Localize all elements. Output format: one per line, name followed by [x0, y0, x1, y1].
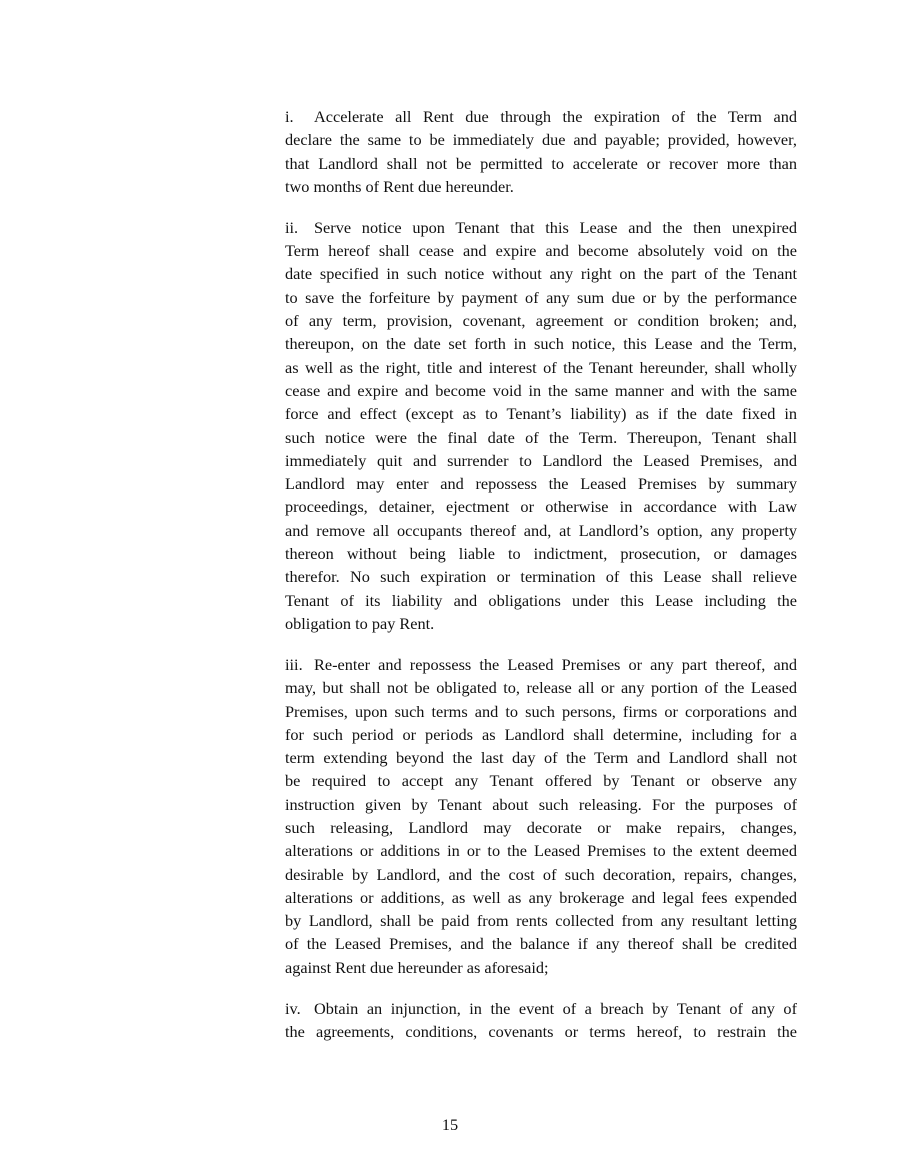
- line-text: to save the forfeiture by payment of any sum due or by the performance: [285, 287, 797, 307]
- line-text: the agreements, conditions, covenants or terms hereof, to restrain the: [285, 1022, 797, 1042]
- text-line: [285, 932, 797, 955]
- text-line: [285, 769, 797, 792]
- text-line: [285, 793, 797, 816]
- text-line: [285, 723, 797, 746]
- line-text: Obtain an injunction, in the event of a breach by Tenant of any of: [314, 998, 797, 1018]
- line-text: obligation to pay Rent.: [285, 613, 435, 633]
- text-line: [285, 700, 797, 723]
- text-line: [285, 216, 797, 239]
- text-line: [285, 612, 797, 635]
- text-line: [285, 105, 797, 128]
- text-line: [285, 1020, 797, 1043]
- paragraph-i: [285, 105, 797, 198]
- line-text: such notice were the final date of the Term. Thereupon, Tenant shall: [285, 427, 797, 447]
- line-text: force and effect (except as to Tenant’s liability) as if the date fixed in: [285, 404, 797, 424]
- text-line: [285, 175, 797, 198]
- line-text: of any term, provision, covenant, agreement or condition broken; and,: [285, 311, 797, 331]
- line-text: as well as the right, title and interest of the Tenant hereunder, shall wholly: [285, 357, 797, 377]
- line-text: Tenant of its liability and obligations under this Lease including the: [285, 590, 797, 610]
- line-text: alterations or additions in or to the Leased Premises to the extent deemed: [285, 841, 797, 861]
- line-text: Accelerate all Rent due through the expiration of the Term and: [314, 107, 797, 126]
- paragraph-label: ii.: [285, 217, 299, 237]
- text-line: [285, 379, 797, 402]
- text-line: [285, 542, 797, 565]
- text-line: [285, 653, 797, 676]
- line-text: be required to accept any Tenant offered by Tenant or observe any: [285, 771, 797, 791]
- line-text: declare the same to be immediately due and payable; provided, however,: [285, 130, 797, 150]
- paragraph-label: iv.: [285, 998, 301, 1018]
- line-text: may, but shall not be obligated to, release all or any portion of the Leased: [285, 678, 797, 698]
- text-line: [285, 746, 797, 769]
- line-text: and remove all occupants thereof and, at Landlord’s option, any property: [285, 520, 797, 540]
- line-text: of the Leased Premises, and the balance if any thereof shall be credited: [285, 934, 797, 954]
- text-line: [285, 262, 797, 285]
- line-text: proceedings, detainer, ejectment or otherwise in accordance with Law: [285, 497, 797, 517]
- line-text: two months of Rent due hereunder.: [285, 176, 514, 196]
- text-line: [285, 309, 797, 332]
- text-line: [285, 589, 797, 612]
- paragraph-iv: [285, 997, 797, 1044]
- line-text: Premises, upon such terms and to such persons, firms or corporations and: [285, 701, 797, 721]
- text-line: [285, 495, 797, 518]
- line-text: alterations or additions, as well as any brokerage and legal fees expended: [285, 887, 797, 907]
- text-line: [285, 286, 797, 309]
- line-text: term extending beyond the last day of the Term and Landlord shall not: [285, 748, 797, 768]
- text-line: [285, 426, 797, 449]
- line-text: cease and expire and become void in the same manner and with the same: [285, 380, 797, 400]
- line-text: date specified in such notice without any right on the part of the Tenant: [285, 264, 797, 284]
- text-line: [285, 886, 797, 909]
- line-text: thereon without being liable to indictment, prosecution, or damages: [285, 544, 797, 564]
- line-text: immediately quit and surrender to Landlord the Leased Premises, and: [285, 450, 797, 470]
- document-body: [285, 105, 797, 1061]
- line-text: that Landlord shall not be permitted to accelerate or recover more than: [285, 153, 797, 173]
- line-text: thereupon, on the date set forth in such notice, this Lease and the Term,: [285, 334, 797, 354]
- line-text: desirable by Landlord, and the cost of such decoration, repairs, changes,: [285, 864, 797, 884]
- page-number: 15: [441, 1115, 459, 1134]
- line-text: against Rent due hereunder as aforesaid;: [285, 957, 549, 977]
- line-text: Serve notice upon Tenant that this Lease and the then unexpired: [314, 217, 797, 237]
- line-text: for such period or periods as Landlord shall determine, including for a: [285, 724, 797, 744]
- line-text: therefor. No such expiration or termination of this Lease shall relieve: [285, 567, 797, 587]
- text-line: [285, 152, 797, 175]
- text-line: [285, 472, 797, 495]
- text-line: [285, 356, 797, 379]
- text-line: [285, 676, 797, 699]
- text-line: [285, 449, 797, 472]
- text-line: [285, 402, 797, 425]
- line-text: instruction given by Tenant about such releasing. For the purposes of: [285, 794, 797, 814]
- paragraph-iii: [285, 653, 797, 979]
- text-line: [285, 519, 797, 542]
- text-line: [285, 863, 797, 886]
- text-line: [285, 239, 797, 262]
- text-line: [285, 565, 797, 588]
- line-text: such releasing, Landlord may decorate or make repairs, changes,: [285, 817, 797, 837]
- line-text: Re-enter and repossess the Leased Premises or any part thereof, and: [314, 654, 797, 674]
- line-text: by Landlord, shall be paid from rents collected from any resultant letting: [285, 911, 797, 931]
- text-line: [285, 839, 797, 862]
- text-line: [285, 128, 797, 151]
- paragraph-label: i.: [285, 107, 294, 126]
- line-text: Landlord may enter and repossess the Leased Premises by summary: [285, 474, 797, 494]
- text-line: [285, 909, 797, 932]
- paragraph-ii: [285, 216, 797, 635]
- text-line: [285, 816, 797, 839]
- text-line: [285, 997, 797, 1020]
- text-line: [285, 956, 797, 979]
- text-line: [285, 332, 797, 355]
- paragraph-label: iii.: [285, 654, 303, 674]
- line-text: Term hereof shall cease and expire and become absolutely void on the: [285, 241, 797, 261]
